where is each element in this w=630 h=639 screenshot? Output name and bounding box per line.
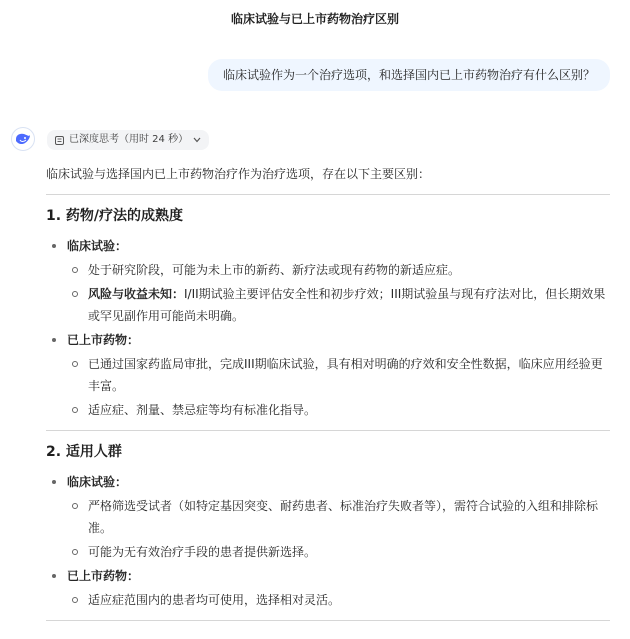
list-item-label: 已上市药物： (67, 569, 140, 583)
sub-list (67, 259, 610, 327)
chevron-down-icon (193, 137, 201, 143)
sub-list-item (67, 589, 610, 611)
divider (46, 430, 610, 431)
assistant-response (46, 163, 610, 631)
divider (46, 194, 610, 195)
sub-list-item (67, 353, 610, 397)
sub-item-text: 已通过国家药监局审批，完成III期临床试验，具有相对明确的疗效和安全性数据，临床应用经验更丰富。 (88, 357, 603, 393)
list-item-label: 临床试验： (67, 239, 128, 253)
deep-think-icon (55, 136, 64, 145)
divider (46, 620, 610, 621)
list-item (46, 471, 610, 563)
sub-item-bold: 风险与收益未知： (88, 287, 185, 301)
section-heading: 2. 适用人群 (46, 444, 122, 460)
sub-list-item (67, 399, 610, 421)
response-intro: 临床试验与选择国内已上市药物治疗作为治疗选项，存在以下主要区别： (46, 167, 431, 181)
sub-item-text: 适应症范围内的患者均可使用，选择相对灵活。 (88, 593, 341, 607)
sub-list-item (67, 283, 610, 327)
sub-item-text: 处于研究阶段，可能为未上市的新药、新疗法或现有药物的新适应症。 (88, 263, 461, 277)
sub-list-item (67, 541, 610, 563)
list-item (46, 565, 610, 611)
sub-list-item (67, 259, 610, 281)
sub-list-item (67, 495, 610, 539)
user-message-bubble: 临床试验作为一个治疗选项，和选择国内已上市药物治疗有什么区别？ (208, 59, 610, 91)
section-heading: 1. 药物/疗法的成熟度 (46, 208, 184, 224)
whale-logo-icon (15, 132, 31, 146)
sub-list (67, 589, 610, 611)
list-item (46, 235, 610, 327)
sub-list (67, 353, 610, 421)
sub-list (67, 495, 610, 563)
conversation-title: 临床试验与已上市药物治疗区别 (230, 12, 399, 26)
assistant-avatar (11, 127, 35, 151)
deep-think-toggle[interactable] (47, 130, 209, 150)
sub-item-text: 适应症、剂量、禁忌症等均有标准化指导。 (88, 403, 317, 417)
section-list (46, 235, 610, 421)
section-list (46, 471, 610, 611)
list-item-label: 已上市药物： (67, 333, 140, 347)
sub-item-text: 严格筛选受试者（如特定基因突变、耐药患者、标准治疗失败者等），需符合试验的入组和排除标准。 (88, 499, 599, 535)
list-item-label: 临床试验： (67, 475, 128, 489)
list-item (46, 329, 610, 421)
deep-think-label: 已深度思考（用时 24 秒） (69, 134, 189, 145)
sub-item-text: 可能为无有效治疗手段的患者提供新选择。 (88, 545, 317, 559)
sub-item-text: I/II期试验主要评估安全性和初步疗效；III期试验虽与现有疗法对比，但长期效果或罕见副作用可能尚未明确。 (88, 287, 606, 323)
